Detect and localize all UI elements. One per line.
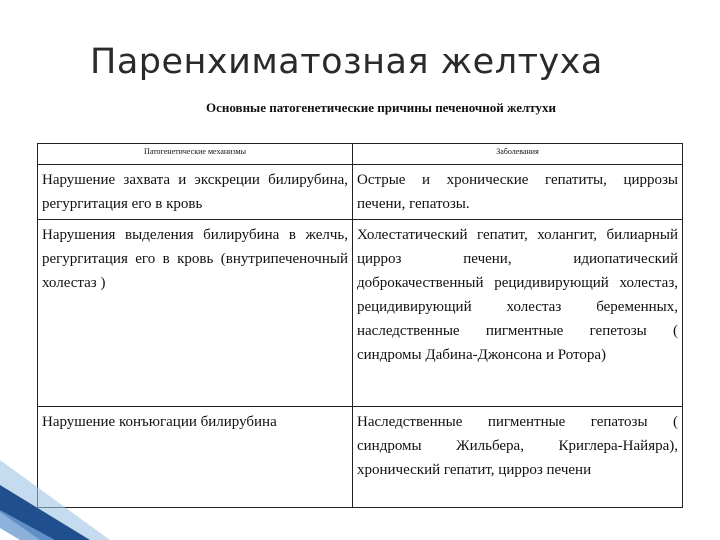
header-mechanisms: Патогенетические механизмы <box>38 144 353 165</box>
table-header-row <box>38 144 683 165</box>
table-caption: Основные патогенетические причины печеночной желтухи <box>206 100 556 115</box>
table-row <box>38 220 683 407</box>
mechanism-cell: Нарушение захвата и экскреции билирубина, регургитация его в кровь <box>38 165 353 220</box>
mechanism-cell: Нарушение конъюгации билирубина <box>38 407 353 508</box>
disease-cell: Наследственные пигментные гепатозы ( синдромы Жильбера, Криглера-Найяра), хронический гепатит, цирроз печени <box>353 407 683 508</box>
table-row <box>38 407 683 508</box>
mechanism-cell: Нарушения выделения билирубина в желчь, регургитация его в кровь (внутрипеченочный холестаз ) <box>38 220 353 407</box>
disease-cell: Холестатический гепатит, холангит, билиарный цирроз печени, идиопатический доброкачественный рецидивирующий холестаз, рецидивирующий холестаз беременных, наследственные пигментные гепетозы ( синдромы Дабина-Джонсона и Ротора) <box>353 220 683 407</box>
slide-title: Паренхиматозная желтуха <box>90 42 603 82</box>
corner-decoration <box>0 440 110 540</box>
pathogenesis-table <box>37 143 683 508</box>
header-diseases: Заболевания <box>353 144 683 165</box>
table-row <box>38 165 683 220</box>
disease-cell: Острые и хронические гепатиты, циррозы печени, гепатозы. <box>353 165 683 220</box>
